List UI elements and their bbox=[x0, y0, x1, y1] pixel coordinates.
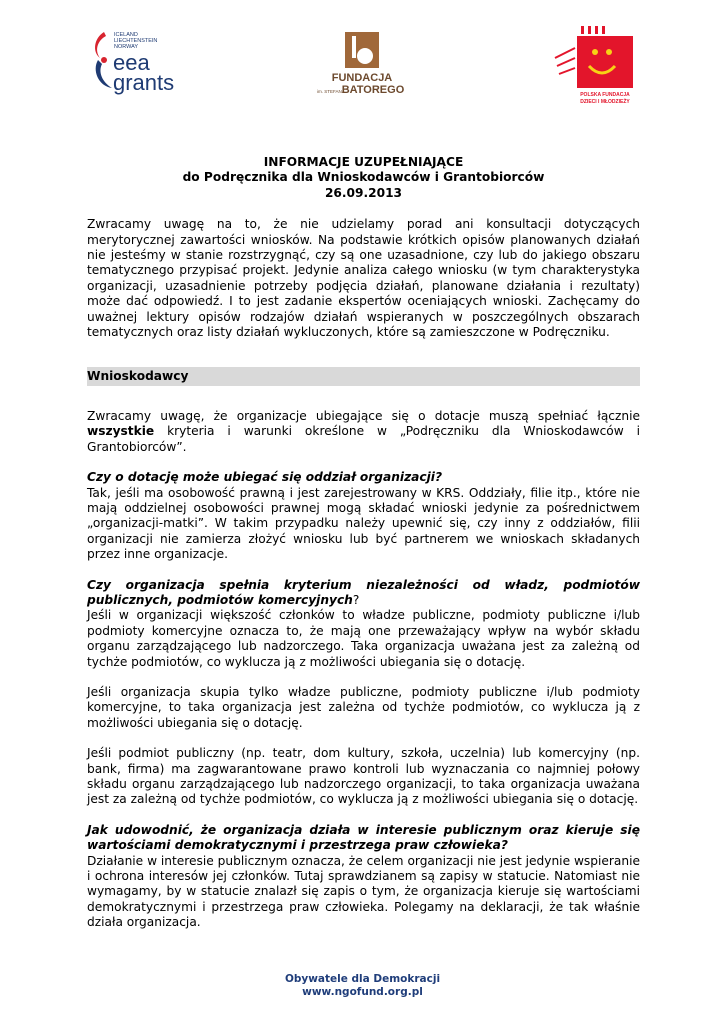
footer-organization: Obywatele dla Demokracji bbox=[284, 973, 441, 985]
eea-name-line: eea bbox=[113, 50, 150, 75]
intro-paragraph: Zwracamy uwagę na to, że nie udzielamy porad ani konsultacji dotyczących merytorycznej zawartości wniosków. Na podstawie krótkich opisów planowanych działań nie jesteśmy w stanie rozstrzygnąć, czy są one uzasadnione, czy lub do jakiego obszaru tematycznego przypisać projekt. Jedynie analiza całego wniosku (w tym charakterystyka organizacji, uzasadnienie potrzeby podjęcia działań, planowane działania i rezultaty) może dać odpowiedź. I to jest zadanie ekspertów oceniających wnioski. Zachęcamy do uważnej lektury opisów rodzajów działań wspieranych w poszczególnych obszarach tematycznych oraz listy działań wykluczonych, które są zamieszczone w Podręczniku. bbox=[87, 217, 640, 340]
question-heading: Jak udowodnić, że organizacja działa w interesie publicznym oraz kieruje się wartościami demokratycznymi i przestrzega praw człowieka? bbox=[87, 822, 640, 853]
eea-grants-logo bbox=[90, 28, 190, 98]
pfdm-emblem-icon bbox=[555, 26, 633, 88]
criteria-text: kryteria i warunki określone w „Podręczniku dla Wnioskodawców i Grantobiorców”. bbox=[87, 424, 640, 454]
title-subtitle: do Podręcznika dla Wnioskodawców i Grantobiorców bbox=[182, 170, 545, 185]
document-body bbox=[87, 155, 640, 946]
document-title bbox=[87, 155, 640, 201]
question-heading: Czy o dotację może ubiegać się oddział organizacji? bbox=[87, 470, 443, 485]
page-footer bbox=[0, 973, 725, 999]
fundacja-batorego-logo bbox=[315, 30, 410, 100]
eea-country-line: NORWAY bbox=[114, 44, 139, 50]
title-line: INFORMACJE UZUPEŁNIAJĄCE bbox=[263, 155, 464, 169]
section-heading: Wnioskodawcy bbox=[87, 367, 640, 385]
answer-paragraph: Działanie w interesie publicznym oznacza, że celem organizacji nie jest jedynie wspieranie i ochrona interesów jej członków. Tutaj sprawdzianem są zapisy w statucie. Natomiast nie wymagamy, by w statucie znalazł się zapis o tym, że organizacja kieruje się wartościami demokratycznymi i przestrzega praw człowieka. Polegamy na deklaracji, że tak właśnie działa organizacja. bbox=[87, 853, 640, 930]
criteria-paragraph bbox=[87, 409, 640, 455]
eea-country-line: LIECHTENSTEIN bbox=[114, 38, 158, 44]
answer-paragraph: Tak, jeśli ma osobowość prawną i jest zarejestrowany w KRS. Oddziały, filie itp., które nie mają oddzielnej osobowości prawnej mogą składać wnioski jedynie za pośrednictwem „organizacji-matki”. W takim przypadku należy upewnić się, czy inny z oddziałów, filii organizacji nie zamierza złożyć wniosku lub być partnerem we wnioskach składanych przez inne organizacje. bbox=[87, 485, 640, 562]
eea-swirl-icon bbox=[95, 32, 112, 88]
batory-name-line: FUNDACJA bbox=[331, 72, 393, 84]
batory-small-line: im. STEFANA bbox=[317, 89, 345, 94]
question-mark: ? bbox=[352, 592, 360, 607]
pfdm-name-line: DZIECI I MŁODZIEŻY bbox=[580, 99, 630, 105]
pfdm-name-line: POLSKA FUNDACJA bbox=[580, 92, 630, 98]
criteria-emphasis: wszystkie bbox=[87, 424, 155, 439]
eea-name-line: grants bbox=[113, 70, 175, 95]
question-heading bbox=[87, 578, 640, 609]
answer-paragraph: Jeśli podmiot publiczny (np. teatr, dom kultury, szkoła, uczelnia) lub komercyjny (np. bank, firma) ma zagwarantowane prawo kontroli lub wyznaczania co najmniej połowy składu organu zarządzającego lub nadzorczego organizacji, to taka organizacja uważana jest za zależną od tychże podmiotów, co wyklucza ją z możliwości ubiegania się o dotację. bbox=[87, 746, 640, 807]
title-date: 26.09.2013 bbox=[324, 185, 403, 200]
batory-emblem-icon bbox=[345, 32, 379, 68]
eea-country-line: ICELAND bbox=[114, 32, 138, 38]
answer-paragraph: Jeśli organizacja skupia tylko władze publiczne, podmioty publiczne i/lub podmioty komercyjne, to taka organizacja jest zależna od tychże podmiotów, co wyklucza ją z możliwości ubiegania się o dotację. bbox=[87, 684, 640, 730]
answer-paragraph: Jeśli w organizacji większość członków to władze publiczne, podmioty publiczne i/lub podmioty komercyjne oznacza to, że mają one przeważający wpływ na wybór składu organu zarządzającego lub nadzorczego. Taka organizacja uważana jest za zależną od tychże podmiotów, co wyklucza ją z możliwości ubiegania się o dotację. bbox=[87, 608, 640, 669]
question-text: Czy organizacja spełnia kryterium niezależności od władz, podmiotów publicznych, podmiotów komercyjnych bbox=[87, 577, 640, 607]
footer-website-link[interactable]: www.ngofund.org.pl bbox=[302, 986, 423, 998]
pfdm-logo bbox=[553, 24, 636, 106]
criteria-text: Zwracamy uwagę, że organizacje ubiegające się o dotacje muszą spełniać łącznie bbox=[87, 408, 640, 423]
batory-name-line: BATOREGO bbox=[341, 84, 405, 96]
